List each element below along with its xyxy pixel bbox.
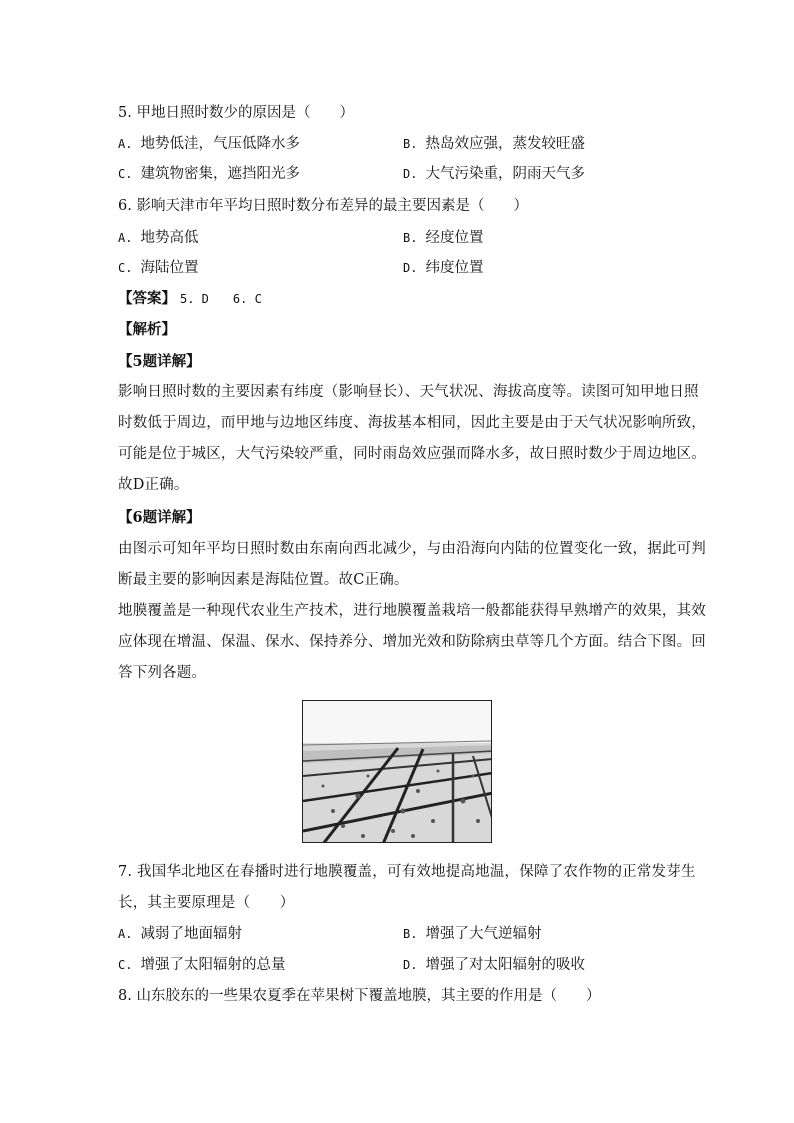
q7-option-a: A. 减弱了地面辐射 [118,926,242,942]
q7-stem [118,857,696,919]
answer-label: 【答案】 [118,290,176,307]
q7-option-b: B. 增强了大气逆辐射 [403,926,542,942]
detail6-label: 【6题详解】 [118,509,201,526]
q5-option-c: C. 建筑物密集，遮挡阳光多 [118,166,300,182]
q7-option-d: D. 增强了对太阳辐射的吸收 [403,957,585,973]
detail6-line: 断最主要的影响因素是海陆位置。故C正确。 [118,572,409,588]
detail6-text [118,534,706,596]
field-illustration [303,701,492,843]
detail5-line: 故D正确。 [118,477,189,493]
mulch-field-photo [302,700,492,843]
detail5-line: 可能是位于城区，大气污染较严重，同时雨岛效应强而降水多，故日照时数少于周边地区。 [118,446,706,462]
q6-stem: 6. 影响天津市年平均日照时数分布差异的最主要因素是（ ） [118,198,528,214]
q7-stem-line: 7. 我国华北地区在春播时进行地膜覆盖，可有效地提高地温，保障了农作物的正常发芽生 [118,864,696,880]
intro-line: 应体现在增温、保温、保水、保持养分、增加光效和防除病虫草等几个方面。结合下图。回 [118,634,706,650]
detail5-label: 【5题详解】 [118,353,201,370]
intro-text [118,596,706,689]
q8-stem: 8. 山东胶东的一些果农夏季在苹果树下覆盖地膜，其主要的作用是（ ） [118,988,601,1004]
q6-option-b: B. 经度位置 [403,230,484,246]
q5-option-b: B. 热岛效应强，蒸发较旺盛 [403,136,585,152]
analysis-label: 【解析】 [118,321,176,338]
q5-option-a: A. 地势低洼，气压低降水多 [118,136,300,152]
q7-stem-line: 长，其主要原理是（ ） [118,895,295,911]
detail6-line: 由图示可知年平均日照时数由东南向西北减少，与由沿海向内陆的位置变化一致，据此可判 [118,541,706,557]
q6-option-a: A. 地势高低 [118,230,199,246]
q5-option-d: D. 大气污染重，阴雨天气多 [403,166,585,182]
detail5-line: 影响日照时数的主要因素有纬度（影响昼长）、天气状况、海拔高度等。读图可知甲地日照 [118,384,699,400]
intro-line: 地膜覆盖是一种现代农业生产技术，进行地膜覆盖栽培一般都能获得早熟增产的效果，其效 [118,603,706,619]
q5-stem: 5. 甲地日照时数少的原因是（ ） [118,105,354,121]
detail5-text [118,377,706,501]
answer-line [118,289,262,309]
intro-line: 答下列各题。 [118,665,207,681]
detail5-line: 时数低于周边，而甲地与边地区纬度、海拔基本相同，因此主要是由于天气状况影响所致， [118,415,706,431]
q7-option-c: C. 增强了太阳辐射的总量 [118,957,286,973]
q6-option-c: C. 海陆位置 [118,260,199,276]
answer-value: 5. D 6. C [180,292,262,306]
q6-option-d: D. 纬度位置 [403,260,484,276]
